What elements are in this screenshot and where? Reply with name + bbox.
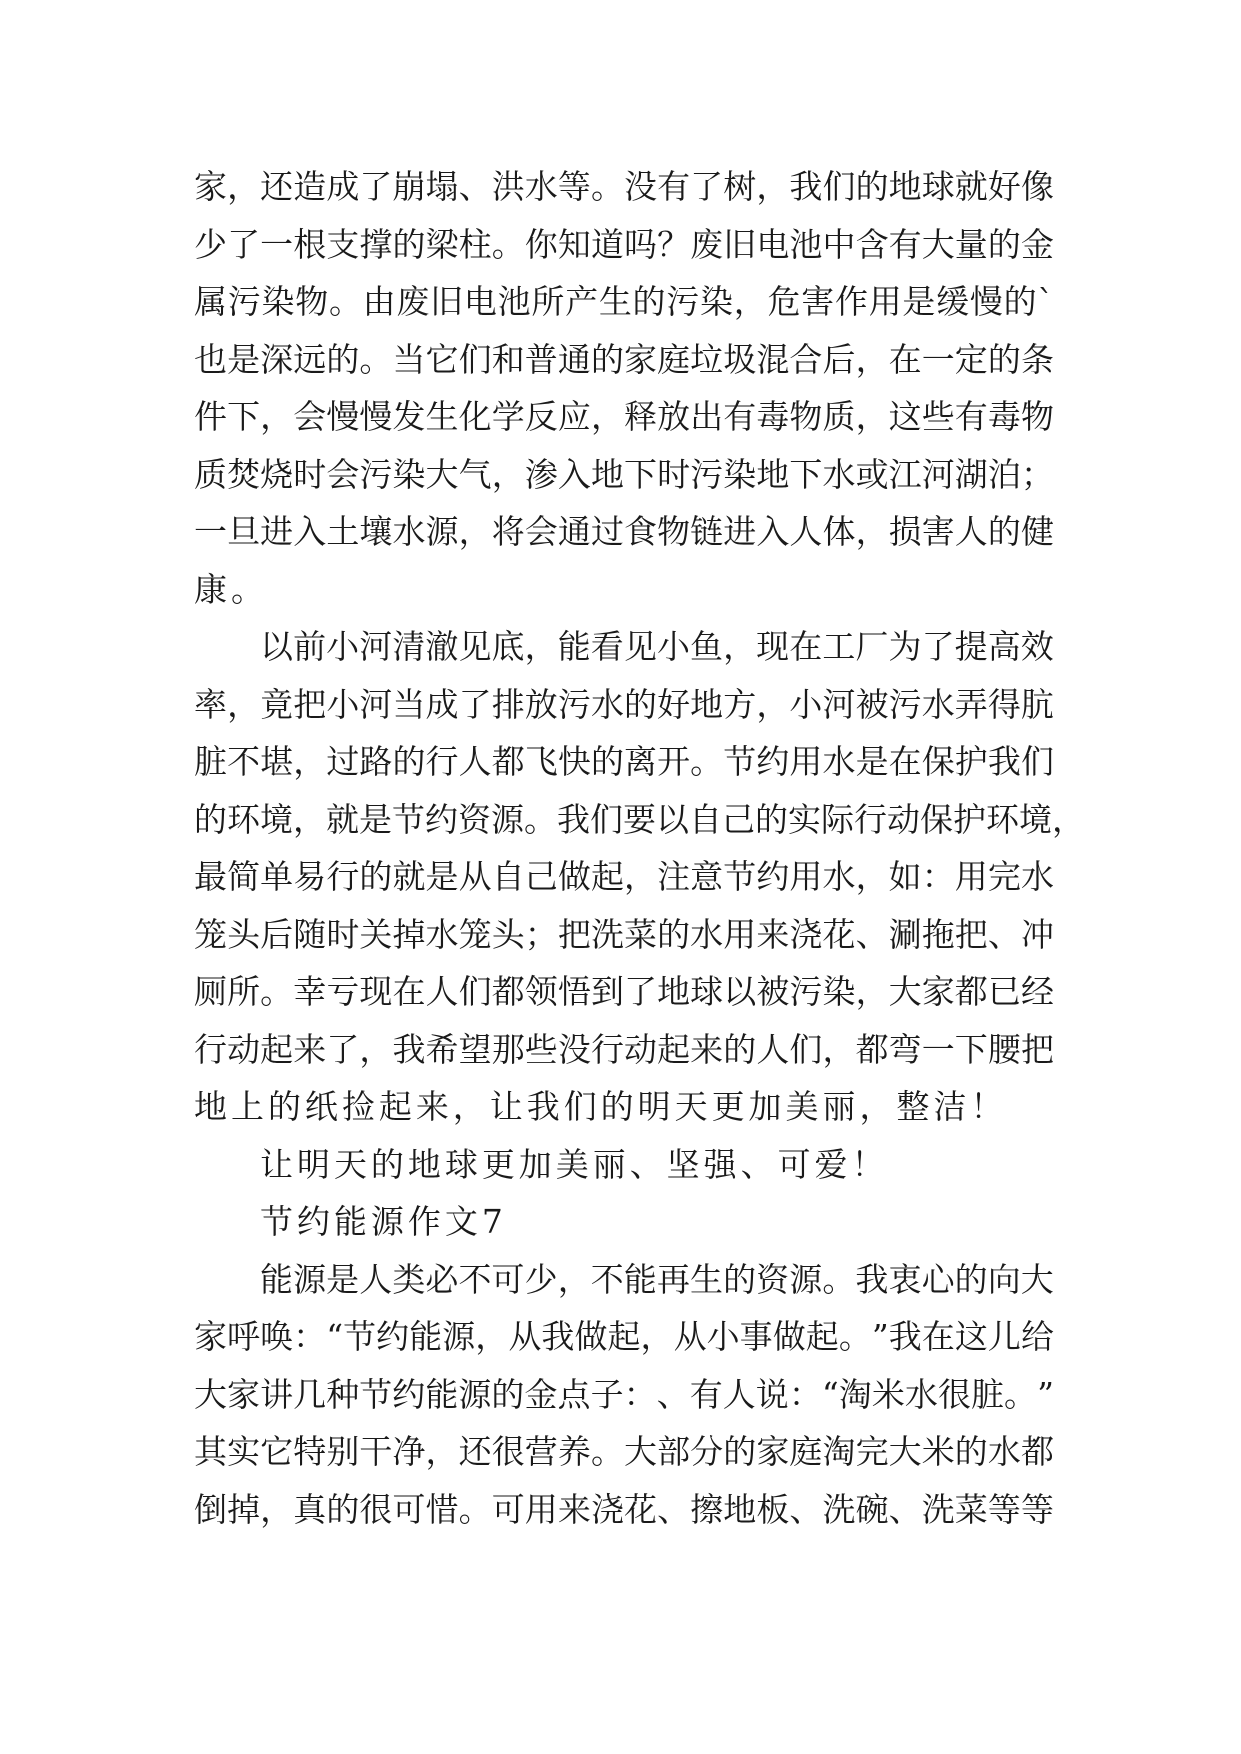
text-line: 件 下 ， 会 慢 慢 发 生 化 学 反 应 ， 释 放 出 有 毒 物 质 ， 这 些 有 毒 物	[194, 397, 1054, 436]
text-line: 一 旦 进 入 土 壤 水 源 ， 将 会 通 过 食 物 链 进 入 人 体 ， 损 害 人 的 健	[194, 512, 1054, 551]
text-line: 大 家 讲 几 种 节 约 能 源 的 金 点 子 ： 、 有 人 说 ： “ 淘 米 水 很 脏 。 ”	[194, 1374, 1054, 1414]
text-line: 属 污 染 物 。 由 废 旧 电 池 所 产 生 的 污 染 ， 危 害 作 用 是 缓 慢 的 `	[194, 282, 1054, 321]
text-line: 脏 不 堪 ， 过 路 的 行 人 都 飞 快 的 离 开 。 节 约 用 水 是 在 保 护 我 们	[194, 742, 1054, 781]
text-line: 笼 头 后 随 时 关 掉 水 笼 头 ； 把 洗 菜 的 水 用 来 浇 花 、 涮 拖 把 、 冲	[194, 914, 1054, 954]
text-line: 以 前 小 河 清 澈 见 底 ， 能 看 见 小 鱼 ， 现 在 工 厂 为 了 提 高 效	[260, 627, 1054, 666]
text-line: 康 。	[194, 569, 268, 609]
text-line: 少 了 一 根 支 撑 的 梁 柱 。 你 知 道 吗 ？ 废 旧 电 池 中 含 有 大 量 的 金	[194, 224, 1054, 264]
body-text	[194, 158, 1085, 1538]
text-line: 的 环 境 ， 就 是 节 约 资 源 。 我 们 要 以 自 己 的 实 际 行 动 保 护 环 境 ，	[194, 799, 1085, 839]
text-line: 倒 掉 ， 真 的 很 可 惜 。 可 用 来 浇 花 、 擦 地 板 、 洗 碗 、 洗 菜 等 等	[194, 1489, 1054, 1529]
text-line: 也 是 深 远 的 。 当 它 们 和 普 通 的 家 庭 垃 圾 混 合 后 ， 在 一 定 的 条	[194, 339, 1054, 379]
text-line: 家 ， 还 造 成 了 崩 塌 、 洪 水 等 。 没 有 了 树 ， 我 们 的 地 球 就 好 像	[194, 167, 1054, 206]
text-line: 最 简 单 易 行 的 就 是 从 自 己 做 起 ， 注 意 节 约 用 水 ， 如 ： 用 完 水	[194, 857, 1054, 896]
text-line: 节 约 能 源 作 文 7	[260, 1202, 507, 1241]
text-line: 行 动 起 来 了 ， 我 希 望 那 些 没 行 动 起 来 的 人 们 ， 都 弯 一 下 腰 把	[194, 1029, 1054, 1069]
text-line: 家 呼 唤 ： “ 节 约 能 源 ， 从 我 做 起 ， 从 小 事 做 起 。 ” 我 在 这 儿 给	[194, 1317, 1054, 1356]
text-line: 地 上 的 纸 捡 起 来 ， 让 我 们 的 明 天 更 加 美 丽 ， 整 洁 ！	[194, 1087, 1008, 1126]
text-line: 质 焚 烧 时 会 污 染 大 气 ， 渗 入 地 下 时 污 染 地 下 水 或 江 河 湖 泊 ；	[194, 454, 1054, 494]
text-line: 厕 所 。 幸 亏 现 在 人 们 都 领 悟 到 了 地 球 以 被 污 染 ， 大 家 都 已 经	[194, 972, 1054, 1011]
text-line: 让 明 天 的 地 球 更 加 美 丽 、 坚 强 、 可 爱 ！	[260, 1144, 889, 1184]
text-line: 率 ， 竟 把 小 河 当 成 了 排 放 污 水 的 好 地 方 ， 小 河 被 污 水 弄 得 肮	[194, 684, 1054, 724]
text-line: 其 实 它 特 别 干 净 ， 还 很 营 养 。 大 部 分 的 家 庭 淘 完 大 米 的 水 都	[194, 1432, 1054, 1471]
text-line: 能 源 是 人 类 必 不 可 少 ， 不 能 再 生 的 资 源 。 我 衷 心 的 向 大	[260, 1259, 1054, 1299]
